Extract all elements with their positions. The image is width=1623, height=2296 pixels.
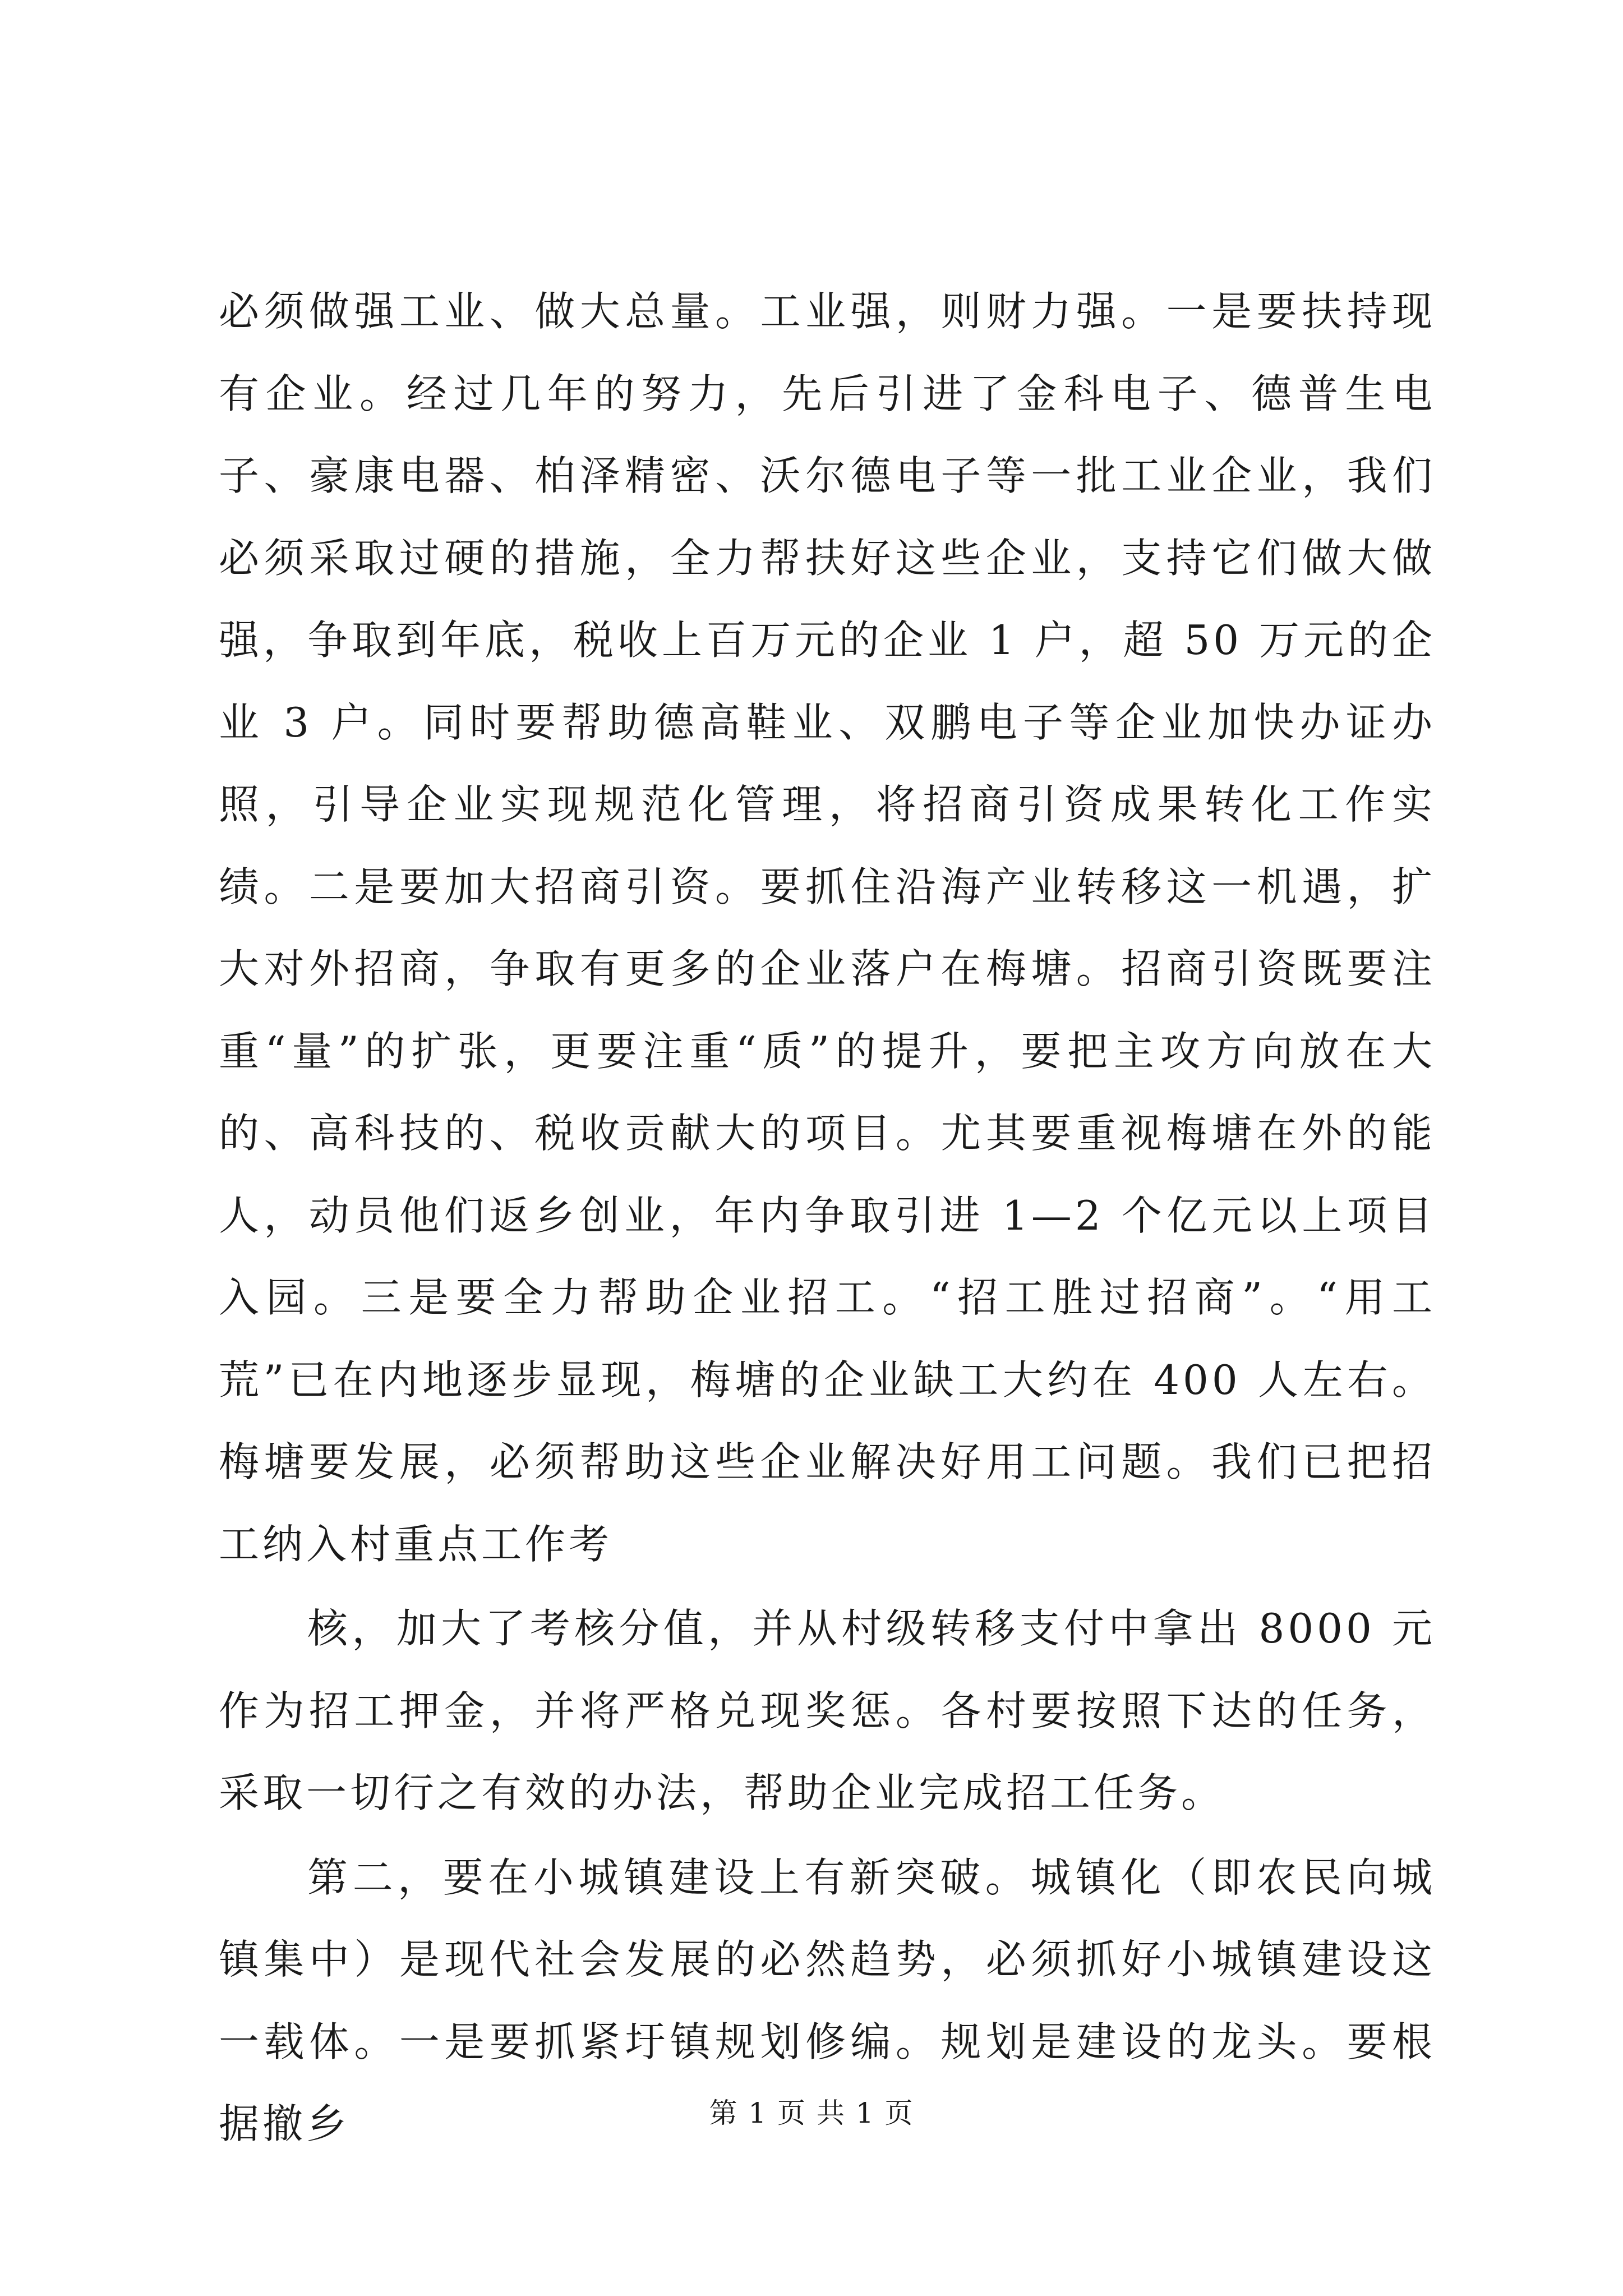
document-body: [219, 270, 1436, 2168]
paragraph-recruitment: 核，加大了考核分值，并从村级转移支付中拿出 8000 元作为招工押金，并将严格兑现奖惩。各村要按照下达的任务，采取一切行之有效的办法，帮助企业完成招工任务。: [219, 1605, 1436, 1816]
page-footer: 第 1 页 共 1 页: [709, 2097, 914, 2129]
paragraph-small-town: 第二，要在小城镇建设上有新突破。城镇化（即农民向城镇集中）是现代社会发展的必然趋势，必须抓好小城镇建设这一载体。一是要抓紧圩镇规划修编。规划是建设的龙头。要根据撤乡: [219, 1853, 1436, 2147]
paragraph-continuation: 必须做强工业、做大总量。工业强，则财力强。一是要扶持现有企业。经过几年的努力，先后引进了金科电子、德普生电子、豪康电器、柏泽精密、沃尔德电子等一批工业企业，我们必须采取过硬的措施，全力帮扶好这些企业，支持它们做大做强，争取到年底，税收上百万元的企业 1 户，超 50 万元的企业 3 户。同时要帮助德高鞋业、双鹏电子等企业加快办证办照，引导企业实现规范化管理，将招商引资成果转化工作实绩。二是要加大招商引资。要抓住沿海产业转移这一机遇，扩大对外招商，争取有更多的企业落户在梅塘。招商引资既要注重“量”的扩张，更要注重“质”的提升，要把主攻方向放在大的、高科技的、税收贡献大的项目。尤其要重视梅塘在外的能人，动员他们返乡创业，年内争取引进 1—2 个亿元以上项目入园。三是要全力帮助企业招工。“招工胜过招商”。“用工荒”已在内地逐步显现，梅塘的企业缺工大约在 400 人左右。梅塘要发展，必须帮助这些企业解决好用工问题。我们已把招工纳入村重点工作考: [219, 288, 1436, 1568]
